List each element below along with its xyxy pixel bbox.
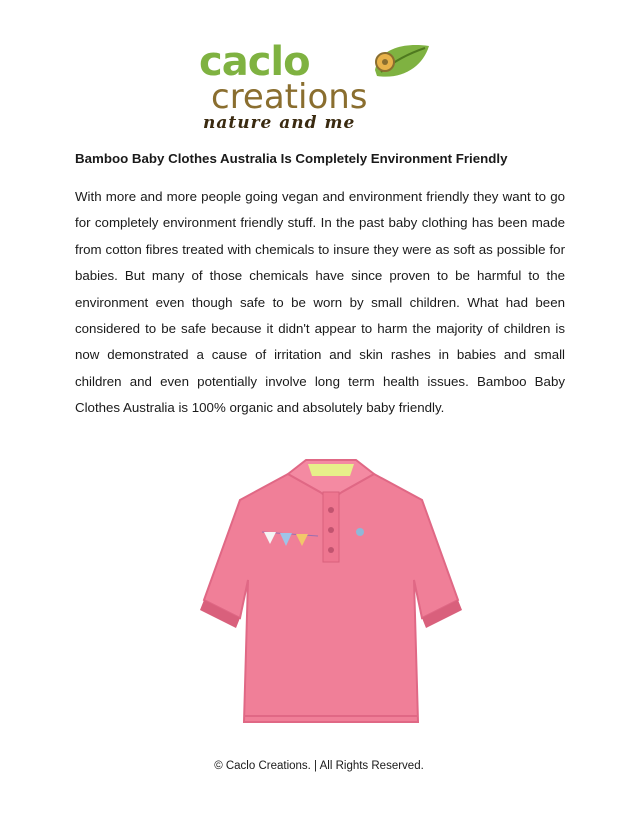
logo-sub-text: creations [211, 77, 368, 117]
leaf-icon [371, 40, 433, 84]
logo-tagline: nature and me [203, 113, 356, 133]
page-footer: © Caclo Creations. | All Rights Reserved. [214, 760, 424, 772]
pink-polo-shirt-image [200, 440, 462, 730]
logo-brand-text: caclo [199, 39, 310, 85]
brand-logo [195, 40, 445, 132]
article-heading: Bamboo Baby Clothes Australia Is Completely Environment Friendly [75, 151, 508, 166]
article-paragraph: With more and more people going vegan and environment friendly they want to go for completely environment friendly stuff. In the past baby clothing has been made from cotton fibres treated with chemicals to insure they were as soft as possible for babies. But many of those chemicals have since proven to be harmful to the environment even though safe to be worn by small children. What had been considered to be safe because it didn't appear to harm the majority of children is now demonstrated a cause of irritation and skin rashes in babies and small children and even potentially involve long term health issues. Bamboo Baby Clothes Australia is 100% organic and absolutely baby friendly. [75, 189, 565, 416]
